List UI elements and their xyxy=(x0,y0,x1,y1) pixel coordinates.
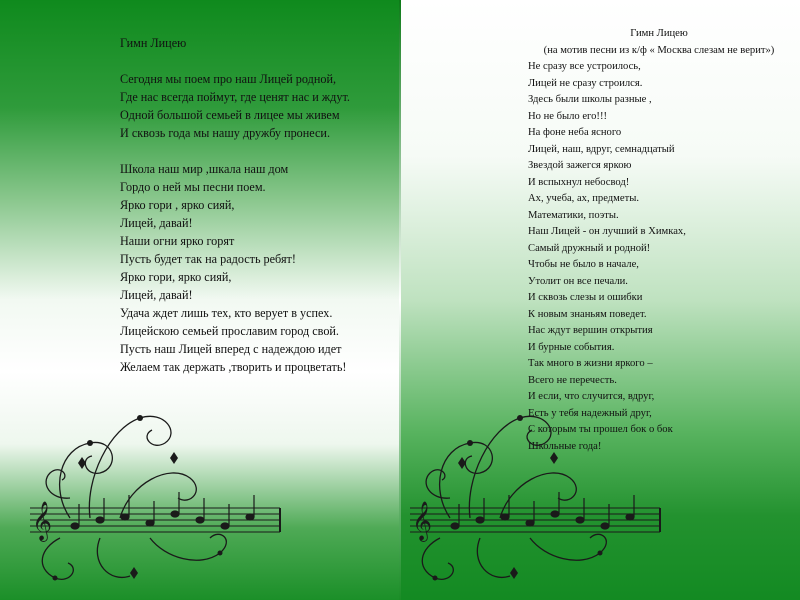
poem-line: Удача ждет лишь тех, кто верует в успех. xyxy=(120,306,333,320)
poem-line: Лицей не сразу строился. xyxy=(528,77,643,89)
right-poem-subtitle: (на мотив песни из к/ф « Москва слезам не верит») xyxy=(543,44,775,56)
poem-line: Наш Лицей - он лучший в Химках, xyxy=(528,226,686,237)
poem-line: Самый дружный и родной! xyxy=(528,242,651,254)
poem-line: Школа наш мир ,шкала наш дом xyxy=(120,162,289,176)
poem-line: И вспыхнул небосвод! xyxy=(528,176,630,188)
poem-line: Так много в жизни яркого – xyxy=(528,358,653,369)
poem-line: Утолит он все печали. xyxy=(528,275,628,287)
poem-line: Ярко гори , ярко сияй, xyxy=(120,198,235,212)
poem-line: Лицей, давай! xyxy=(120,288,193,302)
poem-line: Пусть будет так на радость ребят! xyxy=(120,252,296,266)
poem-line: Всего не перечесть. xyxy=(528,374,617,386)
poem-line: Ярко гори, ярко сияй, xyxy=(120,270,232,284)
left-poem-title: Гимн Лицею xyxy=(120,36,187,50)
poem-line: Лицейскою семьей прославим город свой. xyxy=(120,324,339,338)
poem-line: Здесь были школы разные , xyxy=(528,94,652,105)
poem-line: Лицей, наш, вдруг, семнадцатый xyxy=(528,143,675,155)
left-poem xyxy=(120,34,395,376)
poem-line: Школьные года! xyxy=(528,440,602,452)
poem-line: Ах, учеба, ах, предметы. xyxy=(528,193,639,204)
poem-line: Не сразу все устроилось, xyxy=(528,61,641,72)
svg-text:𝄞: 𝄞 xyxy=(32,501,53,541)
poem-line: Математики, поэты. xyxy=(528,209,619,221)
stanza-gap xyxy=(120,142,395,160)
poem-line: Сегодня мы поем про наш Лицей родной, xyxy=(120,72,337,86)
right-poem-title: Гимн Лицею xyxy=(630,28,688,39)
music-ornament-svg xyxy=(30,388,290,588)
svg-text:𝄞: 𝄞 xyxy=(412,501,433,541)
page-divider xyxy=(399,0,401,600)
poem-line: Нас ждут вершин открытия xyxy=(528,325,653,336)
poem-line: Есть у тебя надежный друг, xyxy=(528,407,652,419)
poem-line: На фоне неба ясного xyxy=(528,127,622,138)
poem-line: И бурные события. xyxy=(528,341,615,353)
poem-line: Где нас всегда поймут, где ценят нас и ждут. xyxy=(120,90,350,104)
music-staff-swirl-icon xyxy=(410,388,670,588)
music-staff-swirl-icon xyxy=(30,388,290,588)
poem-line: Наши огни ярко горят xyxy=(120,234,235,248)
poem-line: С которым ты прошел бок о бок xyxy=(528,424,673,435)
music-ornament-svg xyxy=(410,388,670,588)
poem-line: Гордо о ней мы песни поем. xyxy=(120,180,266,194)
poem-line: Звездой зажегся яркою xyxy=(528,160,632,171)
poem-line: Пусть наш Лицей вперед с надеждою идет xyxy=(120,342,342,356)
poem-line: И сквозь года мы нашу дружбу пронеси. xyxy=(120,126,330,140)
poem-line: Чтобы не было в начале, xyxy=(528,259,639,270)
poem-line: И если, что случится, вдруг, xyxy=(528,391,655,402)
poem-line: Желаем так держать ,творить и процветать! xyxy=(120,360,347,374)
poem-line: Лицей, давай! xyxy=(120,216,193,230)
poem-line: И сквозь слезы и ошибки xyxy=(528,292,643,303)
poem-line: Но не было его!!! xyxy=(528,110,608,122)
poem-line: Одной большой семьей в лицее мы живем xyxy=(120,108,340,122)
poem-line: К новым знаньям поведет. xyxy=(528,308,647,320)
